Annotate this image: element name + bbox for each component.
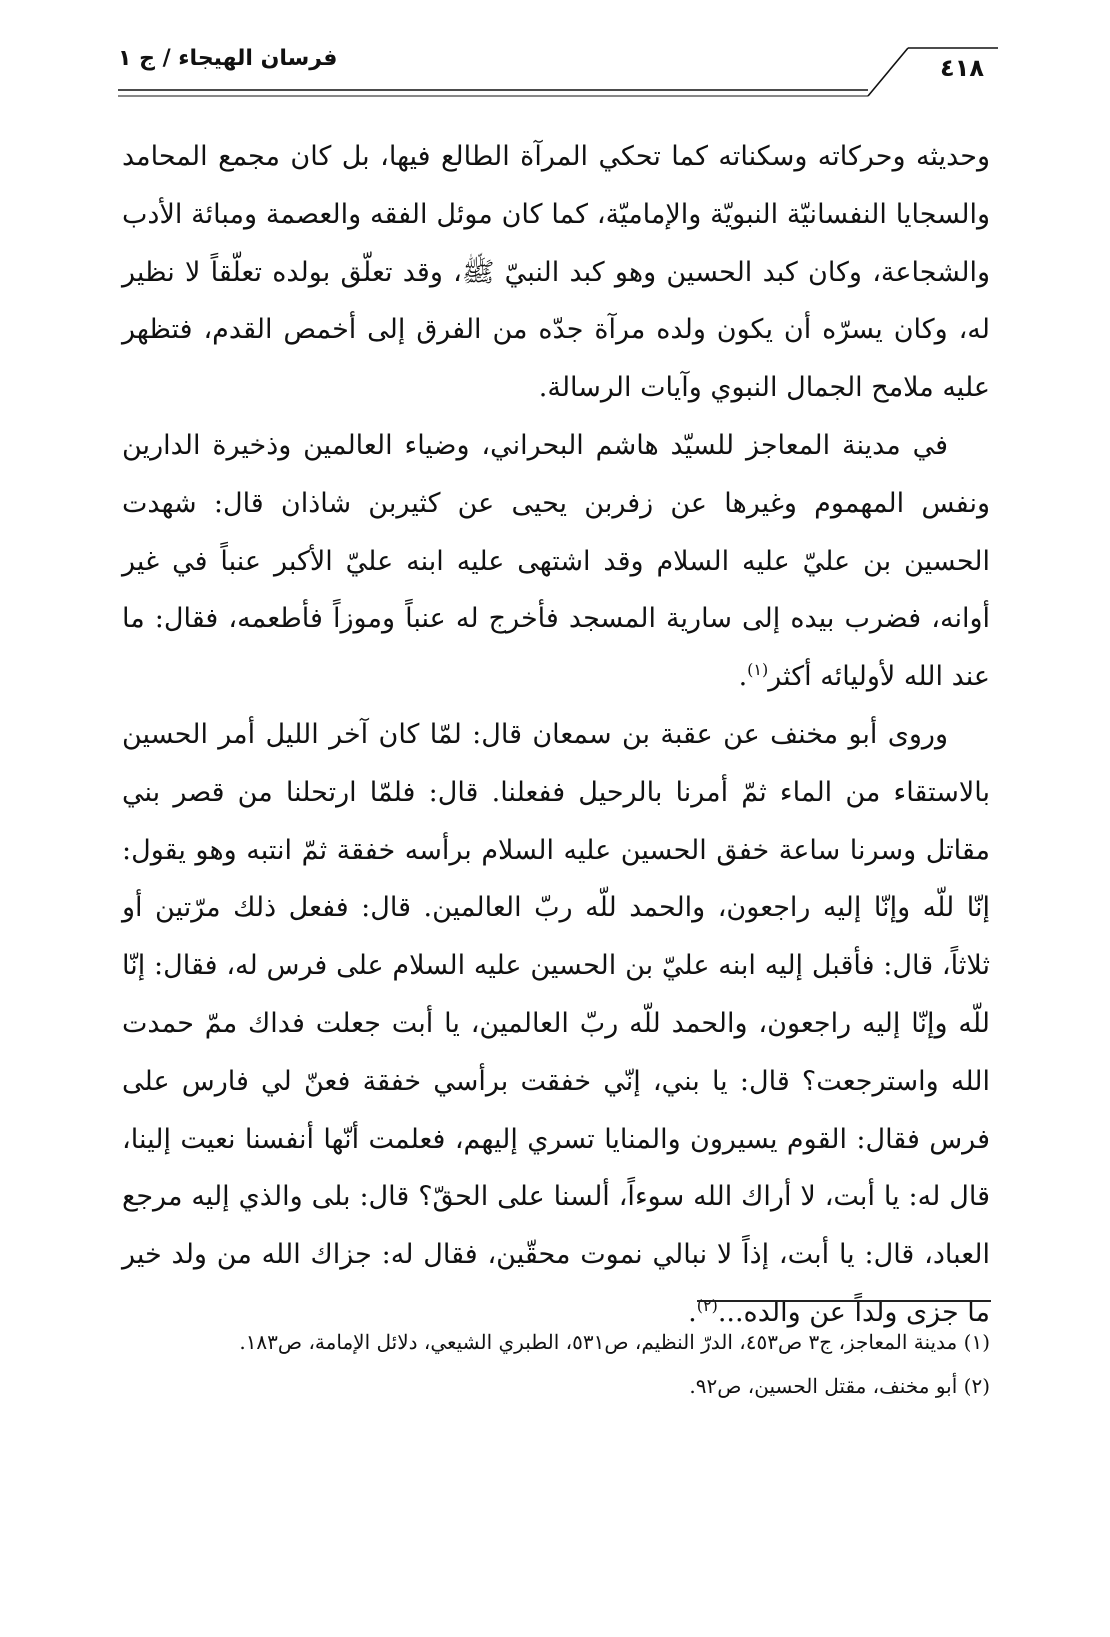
paragraph-2-text: في مدينة المعاجز للسيّد هاشم البحراني، وضياء العالمين وذخيرة الدارين ونفس المهموم وغيرها عن زفربن يحيى عن كثيربن شاذان قال: شهدت الحسين بن عليّ عليه السلام وقد اشتهى عليه ابنه عليّ الأكبر عنباً في غير أوانه، فضرب بيده إلى سارية المسجد فأخرج له عنباً وموزاً فأطعمه، فقال: ما عند الله لأوليائه أكثر [122,429,990,693]
footnote-2: (٢) أبو مخنف، مقتل الحسين، ص٩٢. [689,1374,990,1398]
paragraph-3: وروى أبو مخنف عن عقبة بن سمعان قال: لمّا كان آخر الليل أمر الحسين بالاستقاء من الماء ثمّ أمرنا بالرحيل ففعلنا. قال: فلمّا ارتحلنا من قصر بني مقاتل وسرنا ساعة خفق الحسين عليه السلام برأسه خفقة ثمّ انتبه وهو يقول: إنّا للّه وإنّا إليه راجعون، والحمد للّه ربّ العالمين. قال: ففعل ذلك مرّتين أو ثلاثاً، قال: فأقبل إليه ابنه عليّ بن الحسين عليه السلام على فرس له، فقال: إنّا للّه وإنّا إليه راجعون، والحمد للّه ربّ العالمين، يا أبت جعلت فداك ممّ حمدت الله واسترجعت؟ قال: يا بني، إنّي خفقت برأسي خفقة فعنّ لي فارس على فرس فقال: القوم يسيرون والمنايا تسري إليهم، فعلمت أنّها أنفسنا نعيت إلينا، قال له: يا أبت، لا أراك الله سوءاً، ألسنا على الحقّ؟ قال: بلى والذي إليه مرجع العباد، قال: يا أبت، إذاً لا نبالي نموت محقّين، فقال له: جزاك الله من ولد خير ما جزى ولداً عن والده...$^{(٢)}$. [122,718,990,1328]
footnote-1: (١) مدينة المعاجز، ج٣ ص٤٥٣، الدرّ النظيم، ص٥٣١، الطبري الشيعي، دلائل الإمامة، ص١٨٣. [239,1330,990,1354]
book-title: فرسان الهيجاء / ج ١ [118,46,338,71]
paragraph-1: وحديثه وحركاته وسكناته كما تحكي المرآة الطالع فيها، بل كان مجمع المحامد والسجايا النفسانيّة النبويّة والإماميّة، كما كان موئل الفقه والعصمة ومبائة الأدب والشجاعة، وكان كبد الحسين وهو كبد النبيّ ﷺ، وقد تعلّق بولده تعلّقاً لا نظير له، وكان يسرّه أن يكون ولده مرآة جدّه من الفرق إلى أخمص القدم، فتظهر عليه ملامح الجمال النبوي وآيات الرسالة. [122,141,990,404]
running-header [118,40,998,110]
footnote-ref-1: (١) [747,660,769,680]
main-text [122,128,990,1342]
paragraph-3-text: وروى أبو مخنف عن عقبة بن سمعان قال: لمّا كان آخر الليل أمر الحسين بالاستقاء من الماء ثمّ أمرنا بالرحيل ففعلنا. قال: فلمّا ارتحلنا من قصر بني مقاتل وسرنا ساعة خفق الحسين عليه السلام برأسه خفقة ثمّ انتبه وهو يقول: إنّا للّه وإنّا إليه راجعون، والحمد للّه ربّ العالمين. قال: ففعل ذلك مرّتين أو ثلاثاً، قال: فأقبل إليه ابنه عليّ بن الحسين عليه السلام على فرس له، فقال: إنّا للّه وإنّا إليه راجعون، والحمد للّه ربّ العالمين، يا أبت جعلت فداك ممّ حمدت الله واسترجعت؟ قال: يا بني، إنّي خفقت برأسي خفقة فعنّ لي فارس على فرس فقال: القوم يسيرون والمنايا تسري إليهم، فعلمت أنّها أنفسنا نعيت إلينا، قال له: يا أبت، لا أراك الله سوءاً، ألسنا على الحقّ؟ قال: بلى والذي إليه مرجع العباد، قال: يا أبت، إذاً لا نبالي نموت محقّين، فقال له: جزاك الله من ولد خير ما جزى ولداً عن والده... [122,718,990,1328]
page-number: ٤١٨ [940,54,984,82]
footnote-divider [697,1300,991,1302]
paragraph-2: في مدينة المعاجز للسيّد هاشم البحراني، وضياء العالمين وذخيرة الدارين ونفس المهموم وغيرها عن زفربن يحيى عن كثيربن شاذان قال: شهدت الحسين بن عليّ عليه السلام وقد اشتهى عليه ابنه عليّ الأكبر عنباً في غير أوانه، فضرب بيده إلى سارية المسجد فأخرج له عنباً وموزاً فأطعمه، فقال: ما عند الله لأوليائه أكثر$^{(١)}$. [122,429,990,693]
footnote-ref-2: (٢) [696,1295,718,1315]
footnotes [122,1320,990,1408]
